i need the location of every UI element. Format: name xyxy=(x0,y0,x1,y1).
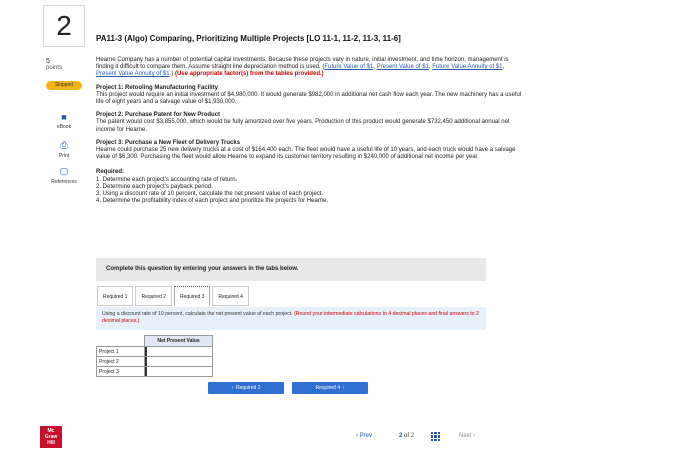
required-block: Required: 1. Determine each project's accounting rate of return. 2. Determine each project's payback period. 3. Using a discount rate of 10 percent, calculate the net present value of each project. 4. Determine the profitability index of each project and prioritize the projects for Hearne. xyxy=(96,169,329,205)
project-3-block: Project 3: Purchase a New Fleet of Delivery Trucks Hearne could purchase 25 new delivery trucks at a cost of $164,400 each. The fleet would have a useful life of 10 years, and each truck would have a salvage value of $6,300. Purchasing the fleet would allow Hearne to expand its customer territory resulting in $240,000 of additional net income per year. xyxy=(96,139,516,161)
grid-icon[interactable] xyxy=(431,432,440,441)
present-value-link[interactable]: Present Value of $1 xyxy=(376,64,429,71)
row-label: Project 3 xyxy=(97,367,145,377)
prev-page-button[interactable]: ‹ Prev xyxy=(356,433,373,439)
next-page-button[interactable]: Next › xyxy=(459,433,476,439)
intro-paragraph: Hearne Company has a number of potential capital investments. Because these projects vary in nature, initial investment, and time horizon, management is finding it difficult to compare them. Assume straight line depreciation method is used. (Future Value of $1, Present Value of $1, Future Value Annuity of $1, Present Value Annuity of $1.) (Use appropriate factor(s) from the tables provided.) xyxy=(96,57,509,78)
required-tabs xyxy=(97,286,251,306)
project-2-block: Project 2: Purchase Patent for New Product The patent would cost $3,855,000, which would be fully amortized over five years. Production of this product would generate $732,450 additional annual net income for Hearne. xyxy=(96,112,510,133)
skipped-badge: Skipped xyxy=(46,81,82,90)
chevron-right-icon: › xyxy=(473,433,476,439)
tab-required-1[interactable]: Required 1 xyxy=(97,286,133,306)
table-row xyxy=(97,347,213,357)
tab-required-3[interactable]: Required 3 xyxy=(174,286,210,306)
table-row xyxy=(97,357,213,367)
mcgraw-hill-logo: Mc Graw Hill xyxy=(40,426,62,448)
tab-required-4[interactable]: Required 4 xyxy=(212,286,248,306)
chevron-right-icon: › xyxy=(342,385,345,391)
chevron-left-icon: ‹ xyxy=(356,433,358,439)
next-required-button[interactable]: Required 4 › xyxy=(292,382,368,394)
page-indicator: 2 of 2 xyxy=(399,433,415,439)
row-label: Project 1 xyxy=(97,347,145,357)
table-header-row xyxy=(97,336,213,347)
ebook-button[interactable]: ■ eBook xyxy=(42,112,86,130)
future-value-link[interactable]: Future Value of $1 xyxy=(324,64,374,71)
question-number: 2 xyxy=(43,5,85,47)
npv-column-header: Net Present Value xyxy=(145,336,213,347)
tab-instructions: Using a discount rate of 10 percent, calculate the net present value of each project. (Round your intermediate calculations to 4 decimal places and final answers to 2 decimal places.) xyxy=(96,307,486,330)
chevron-left-icon: ‹ xyxy=(231,385,234,391)
page-title: PA11-3 (Algo) Comparing, Prioritizing Multiple Projects [LO 11-1, 11-2, 11-3, 11-6] xyxy=(96,34,401,43)
project-1-block: Project 1: Retooling Manufacturing Facility This project would require an initial investment of $4,980,000. It would generate $982,000 in additional net cash flow each year. The new machinery has a useful life of eight years and a salvage value of $1,930,000. xyxy=(96,84,522,106)
row-label: Project 2 xyxy=(97,357,145,367)
table-row xyxy=(97,367,213,377)
project-1-npv-input[interactable] xyxy=(145,347,212,356)
project-2-npv-input[interactable] xyxy=(145,357,212,366)
points-label: 5 points xyxy=(46,58,63,71)
present-value-annuity-link[interactable]: Present Value Annuity of $1 xyxy=(96,71,170,78)
book-icon: ■ xyxy=(61,112,67,122)
problem-content xyxy=(96,57,526,211)
npv-table xyxy=(96,335,213,377)
references-icon: ▢ xyxy=(59,166,69,176)
instruction-banner: Complete this question by entering your answers in the tabs below. xyxy=(96,258,486,281)
tab-required-2[interactable]: Required 2 xyxy=(135,286,171,306)
print-button[interactable]: ⎙ Print xyxy=(42,140,86,159)
printer-icon: ⎙ xyxy=(60,140,68,150)
future-value-annuity-link[interactable]: Future Value Annuity of $1 xyxy=(432,64,503,71)
prev-required-button[interactable]: ‹ Required 2 xyxy=(208,382,284,394)
references-button[interactable]: ▢ References xyxy=(42,166,86,185)
project-3-npv-input[interactable] xyxy=(145,367,212,376)
